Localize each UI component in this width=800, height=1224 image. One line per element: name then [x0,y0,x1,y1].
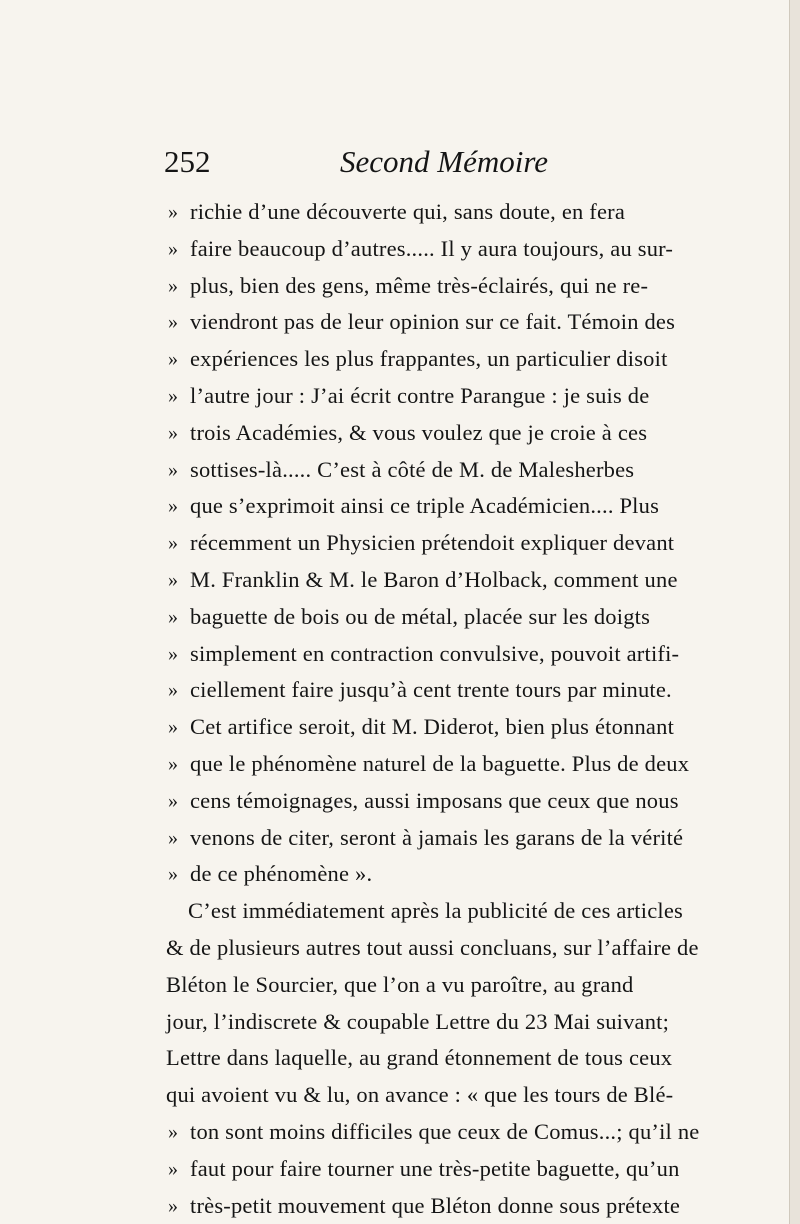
text-line [148,194,740,231]
quote-mark: » [168,384,179,407]
page-number: 252 [164,144,211,179]
line-text: récemment un Physicien prétendoit expliquer devant [190,530,675,556]
text-line [148,967,740,1004]
line-text: M. Franklin & M. le Baron d’Holback, comment une [190,566,678,592]
line-text: expériences les plus frappantes, un particulier disoit [190,346,668,372]
running-title: Second Mémoire [340,144,549,179]
quote-mark: » [168,237,179,260]
text-line [148,672,740,709]
line-text: simplement en contraction convulsive, pouvoit artifi- [190,640,680,666]
line-text: Bléton le Sourcier, que l’on a vu paroître, au grand [166,971,634,997]
line-text: très-petit mouvement que Bléton donne sous prétexte [190,1192,681,1218]
line-text: Lettre dans laquelle, au grand étonnement de tous ceux [166,1045,673,1071]
line-text: trois Académies, & vous voulez que je croie à ces [190,419,648,445]
quote-mark: » [168,789,179,812]
line-text: C’est immédiatement après la publicité de ces articles [188,898,683,924]
text-line [148,1114,740,1151]
text-line [148,856,740,893]
quote-mark: » [168,752,179,775]
line-text: de ce phénomène ». [190,861,373,887]
text-line [148,304,740,341]
line-text: venons de citer, seront à jamais les garans de la vérité [190,824,684,850]
line-text: cens témoignages, aussi imposans que ceux que nous [190,787,679,813]
text-line [148,1151,740,1188]
quote-mark: » [168,201,179,223]
quote-mark: » [168,716,179,739]
text-line [148,1040,740,1077]
body-text [148,194,740,1224]
text-line [148,525,740,562]
line-text: plus, bien des gens, même très-éclairés, qui ne re- [190,272,649,298]
text-line [148,268,740,305]
text-line [148,1188,740,1224]
text-line [148,415,740,452]
line-text: qui avoient vu & lu, on avance : « que les tours de Blé- [166,1082,674,1108]
quote-mark: » [168,826,179,849]
quote-mark: » [168,1157,179,1180]
text-line [148,709,740,746]
quote-mark: » [168,1194,179,1217]
line-text: richie d’une découverte qui, sans doute, en fera [190,199,626,224]
quote-mark: » [168,679,179,702]
line-text: faire beaucoup d’autres..... Il y aura toujours, au sur- [190,235,674,261]
text-line [148,820,740,857]
line-text: & de plusieurs autres tout aussi concluans, sur l’affaire de [166,934,699,960]
line-text: ciellement faire jusqu’à cent trente tours par minute. [190,677,672,703]
line-text: que s’exprimoit ainsi ce triple Académicien.... Plus [190,493,660,519]
line-text: l’autre jour : J’ai écrit contre Parangue : je suis de [190,382,650,408]
line-text: sottises-là..... C’est à côté de M. de Malesherbes [190,456,635,482]
line-text: faut pour faire tourner une très-petite baguette, qu’un [190,1155,680,1181]
line-text: que le phénomène naturel de la baguette. Plus de deux [190,750,690,776]
quote-mark: » [168,1120,179,1143]
quote-mark: » [168,274,179,297]
text-line [148,1077,740,1114]
quote-mark: » [168,568,179,591]
text-line [148,1004,740,1041]
text-line [148,488,740,525]
text-line [148,231,740,268]
quote-mark: » [168,348,179,371]
paragraph-start-line [148,893,740,930]
quote-mark: » [168,605,179,628]
text-line [148,341,740,378]
text-line [148,562,740,599]
quote-mark: » [168,311,179,334]
text-line [148,452,740,489]
page-header [164,142,734,186]
line-text: ton sont moins difficiles que ceux de Comus...; qu’il ne [190,1118,700,1144]
line-text: Cet artifice seroit, dit M. Diderot, bien plus étonnant [190,714,675,740]
quote-mark: » [168,532,179,555]
page-edge [789,0,800,1224]
text-line [148,930,740,967]
line-text: jour, l’indiscrete & coupable Lettre du 23 Mai suivant; [166,1008,670,1034]
quote-mark: » [168,863,179,886]
text-line [148,378,740,415]
quote-mark: » [168,642,179,665]
text-line [148,636,740,673]
quote-mark: » [168,495,179,518]
quote-mark: » [168,421,179,444]
quote-mark: » [168,458,179,481]
text-line [148,783,740,820]
line-text: baguette de bois ou de métal, placée sur les doigts [190,603,651,629]
text-line [148,599,740,636]
line-text: viendront pas de leur opinion sur ce fait. Témoin des [190,309,676,335]
text-line [148,746,740,783]
